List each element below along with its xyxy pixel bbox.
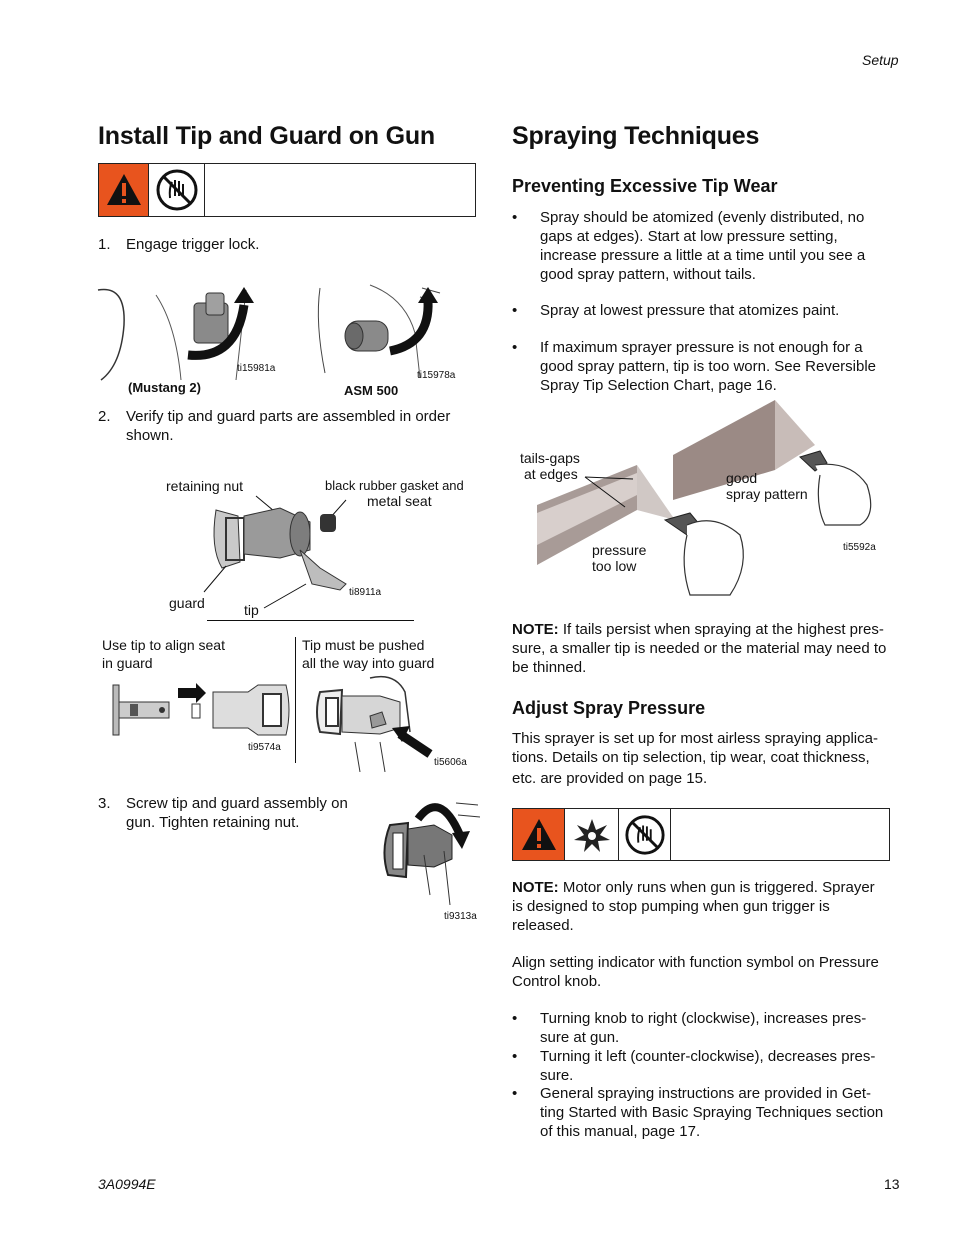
step-text: Engage trigger lock. (126, 236, 260, 253)
explosion-icon (565, 809, 619, 860)
label-pressure: pressure (592, 542, 647, 558)
spray-figure-id: ti5592a (843, 542, 876, 553)
step-text-line: shown. (126, 427, 174, 444)
label-retaining-nut: retaining nut (166, 478, 244, 494)
section-title-spraying: Spraying Techniques (512, 122, 760, 150)
note-line: If tails persist when spraying at the highest pres- (558, 621, 884, 638)
bullet-line: gaps at edges). Start at low pressure setting, (540, 228, 838, 245)
bullet-knob-left (512, 1047, 902, 1087)
bullet-dot: • (512, 1010, 518, 1027)
tip-push-illustration (310, 672, 440, 772)
bullet-atomized (512, 208, 902, 288)
no-hand-icon (619, 809, 671, 860)
push-text-line1: Tip must be pushed (302, 637, 425, 653)
paragraph-line: tions. Details on tip selection, tip wear, coat thickness, (512, 749, 870, 766)
bullet-knob-right (512, 1009, 902, 1049)
label-good-spray-pattern: spray pattern (726, 486, 808, 502)
push-figure-id: ti5606a (434, 757, 467, 768)
figure-column-divider (295, 637, 296, 763)
paragraph-line: This sprayer is set up for most airless spraying applica- (512, 730, 878, 747)
figure-divider (207, 620, 414, 621)
asm500-trigger-lock-illustration (310, 283, 460, 383)
note-motor (512, 878, 912, 935)
label-guard: guard (169, 595, 205, 611)
align-text-line1: Use tip to align seat (102, 637, 225, 653)
bullet-line: Spray Tip Selection Chart, page 16. (540, 377, 777, 394)
bullet-line: Spray at lowest pressure that atomizes paint. (540, 302, 840, 319)
bullet-line: Spray should be atomized (evenly distributed, no (540, 209, 865, 226)
step-3 (98, 794, 378, 834)
step-number: 3. (98, 795, 111, 812)
step-number: 2. (98, 408, 111, 425)
step-text-line: gun. Tighten retaining nut. (126, 814, 300, 831)
tip-align-illustration (108, 680, 293, 740)
label-metal-seat: metal seat (367, 493, 432, 509)
bullet-dot: • (512, 1085, 518, 1102)
bullet-line: good spray pattern, without tails. (540, 266, 756, 283)
warning-triangle-icon (513, 809, 565, 860)
mustang-caption: (Mustang 2) (128, 380, 201, 395)
warning-box-install (98, 163, 476, 217)
label-too-low: too low (592, 558, 637, 574)
label-gasket: black rubber gasket and (325, 478, 464, 493)
bullet-line: sure. (540, 1067, 574, 1084)
step-text-line: Screw tip and guard assembly on (126, 795, 348, 812)
warning-box-pressure (512, 808, 890, 861)
label-tip: tip (244, 602, 259, 618)
label-at-edges: at edges (524, 466, 578, 482)
section-title-install: Install Tip and Guard on Gun (98, 122, 436, 150)
note-line: Motor only runs when gun is triggered. Sprayer (558, 879, 875, 896)
step-number: 1. (98, 236, 111, 253)
heading-adjust-pressure: Adjust Spray Pressure (512, 698, 706, 718)
step-2 (98, 407, 478, 447)
asm500-caption: ASM 500 (344, 383, 399, 398)
paragraph-line: Align setting indicator with function symbol on Pressure (512, 954, 879, 971)
bullet-tip-worn (512, 338, 902, 398)
screw-figure-id: ti9313a (444, 911, 477, 922)
parts-figure-id: ti8911a (349, 587, 382, 598)
bullet-dot: • (512, 1048, 518, 1065)
warning-triangle-icon (99, 164, 149, 216)
doc-number: 3A0994E (98, 1176, 156, 1192)
bullet-line: increase pressure a little at a time until you see a (540, 247, 866, 264)
note-line: is designed to stop pumping when gun trigger is (512, 898, 830, 915)
note-label: NOTE: (512, 621, 559, 638)
push-text-line2: all the way into guard (302, 655, 435, 671)
note-tails (512, 620, 912, 677)
step-text-line: Verify tip and guard parts are assembled in order (126, 408, 451, 425)
bullet-dot: • (512, 339, 518, 356)
align-text-line2: in guard (102, 655, 153, 671)
note-line: be thinned. (512, 659, 587, 676)
asm500-figure-id: ti15978a (417, 370, 456, 381)
align-figure-id: ti9574a (248, 742, 281, 753)
bullet-line: Turning knob to right (clockwise), increases pres- (540, 1010, 867, 1027)
screw-assembly-illustration (378, 795, 483, 910)
paragraph-line: Control knob. (512, 973, 602, 990)
mustang-figure-id: ti15981a (237, 363, 276, 374)
bullet-general-instructions (512, 1084, 902, 1144)
bullet-lowest-pressure (512, 301, 902, 321)
note-line: released. (512, 917, 574, 934)
spray-pattern-illustration (515, 395, 885, 600)
heading-tip-wear: Preventing Excessive Tip Wear (512, 176, 778, 196)
bullet-line: sure at gun. (540, 1029, 620, 1046)
bullet-line: of this manual, page 17. (540, 1123, 701, 1140)
page-number: 13 (884, 1176, 900, 1192)
bullet-line: If maximum sprayer pressure is not enough for a (540, 339, 863, 356)
bullet-dot: • (512, 302, 518, 319)
label-good: good (726, 470, 758, 486)
no-hand-icon (149, 164, 205, 216)
note-line: sure, a smaller tip is needed or the material may need to (512, 640, 887, 657)
bullet-line: ting Started with Basic Spraying Techniques section (540, 1104, 884, 1121)
bullet-dot: • (512, 209, 518, 226)
bullet-line: General spraying instructions are provided in Get- (540, 1085, 871, 1102)
align-indicator-text (512, 953, 912, 991)
bullet-line: good spray pattern, tip is too worn. See Reversible (540, 358, 877, 375)
running-header: Setup (862, 52, 899, 68)
label-tails-gaps: tails-gaps (520, 450, 580, 466)
paragraph-line: etc. are provided on page 15. (512, 770, 708, 787)
bullet-line: Turning it left (counter-clockwise), decreases pres- (540, 1048, 876, 1065)
note-label: NOTE: (512, 879, 559, 896)
pressure-paragraph (512, 729, 912, 788)
